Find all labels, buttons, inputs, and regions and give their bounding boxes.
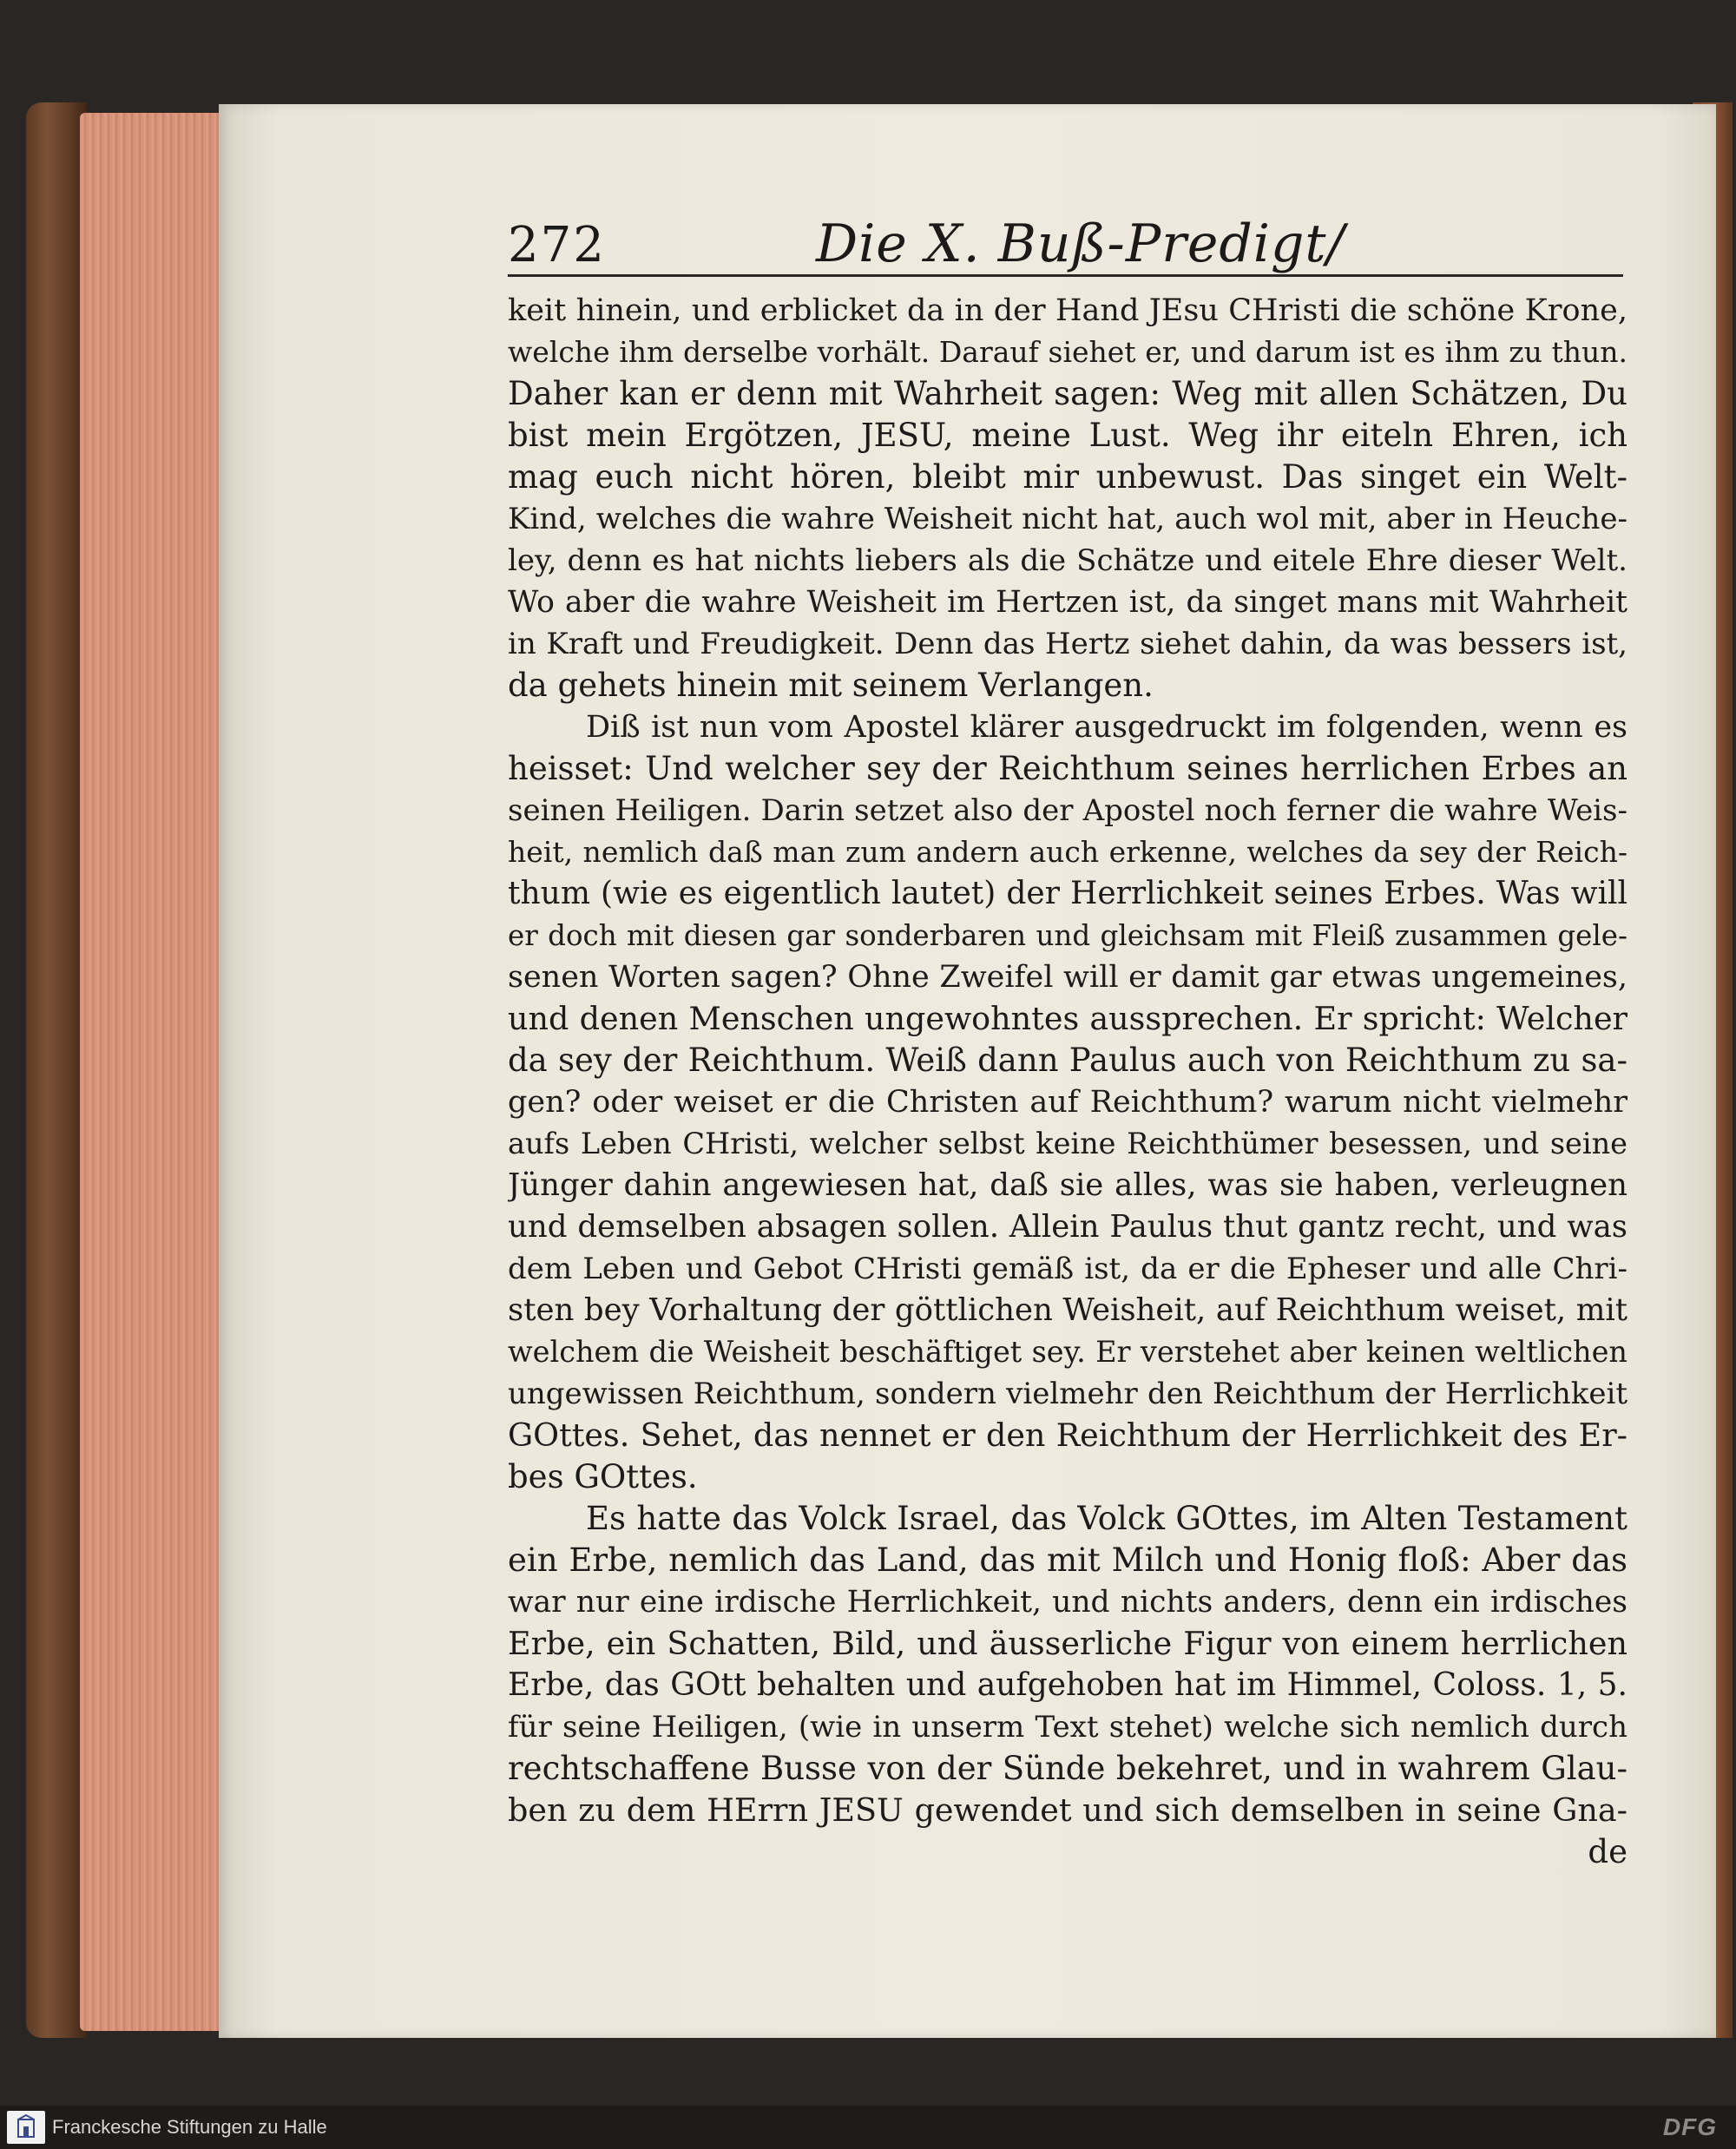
catchword: de xyxy=(1588,1833,1628,1870)
text-line: für seine Heiligen, (wie in unserm Text stehet) welche sich nemlich durch xyxy=(508,1710,1628,1745)
text-line: seinen Heiligen. Darin setzet also der Apostel noch ferner die wahre Weis- xyxy=(508,793,1628,828)
text-line: gen? oder weiset er die Christen auf Reichthum? warum nicht vielmehr xyxy=(508,1085,1628,1120)
text-line: aufs Leben CHristi, welcher selbst keine Reichthümer besessen, und seine xyxy=(508,1127,1628,1160)
text-line: Es hatte das Volck Israel, das Volck GOttes, im Alten Testament xyxy=(586,1500,1628,1537)
text-line: heisset: Und welcher sey der Reichthum seines herrlichen Erbes an xyxy=(508,750,1628,787)
institution-name: Franckesche Stiftungen zu Halle xyxy=(52,2116,327,2138)
text-line: war nur eine irdische Herrlichkeit, und nichts anders, denn ein irdisches xyxy=(508,1585,1628,1620)
institution-logo-icon xyxy=(7,2111,45,2144)
text-line: heit, nemlich daß man zum andern auch erkenne, welches da sey der Reich- xyxy=(508,835,1628,869)
text-line: bist mein Ergötzen, JESU, meine Lust. Weg ihr eiteln Ehren, ich xyxy=(508,417,1628,454)
text-line: ben zu dem HErrn JESU gewendet und sich demselben in seine Gna- xyxy=(508,1791,1628,1829)
dfg-brand: DFG xyxy=(1662,2113,1717,2140)
text-line: und demselben absagen sollen. Allein Paulus thut gantz recht, und was xyxy=(508,1209,1628,1245)
page-edges xyxy=(80,113,219,2031)
text-line: er doch mit diesen gar sonderbaren und gleichsam mit Fleiß zusammen gele- xyxy=(508,919,1628,952)
text-line: thum (wie es eigentlich lautet) der Herrlichkeit seines Erbes. Was will xyxy=(508,876,1628,911)
text-line: bes GOttes. xyxy=(508,1458,698,1495)
text-line: in Kraft und Freudigkeit. Denn das Hertz siehet dahin, da was bessers ist, xyxy=(508,627,1628,661)
text-line: GOttes. Sehet, das nennet er den Reichthum der Herrlichkeit des Er- xyxy=(508,1416,1628,1454)
page-number: 272 xyxy=(508,217,606,273)
text-line: mag euch nicht hören, bleibt mir unbewust. Das singet ein Welt- xyxy=(508,458,1628,496)
page-header xyxy=(508,214,1623,278)
text-line: Erbe, das GOtt behalten und aufgehoben hat im Himmel, Coloss. 1, 5. xyxy=(508,1667,1628,1703)
text-line: und denen Menschen ungewohntes aussprechen. Er spricht: Welcher xyxy=(508,1000,1628,1037)
text-line: ein Erbe, nemlich das Land, das mit Milch und Honig floß: Aber das xyxy=(508,1541,1628,1579)
text-line: keit hinein, und erblicket da in der Hand JEsu CHristi die schöne Krone, xyxy=(508,293,1628,328)
text-line: Erbe, ein Schatten, Bild, und äusserliche Figur von einem herrlichen xyxy=(508,1625,1628,1662)
page-text-body xyxy=(508,290,1628,2095)
text-line: Daher kan er denn mit Wahrheit sagen: Weg mit allen Schätzen, Du xyxy=(508,375,1628,412)
text-line: rechtschaffene Busse von der Sünde bekehret, und in wahrem Glau- xyxy=(508,1750,1628,1787)
text-line: Kind, welches die wahre Weisheit nicht hat, auch wol mit, aber in Heuche- xyxy=(508,502,1628,536)
text-line: welche ihm derselbe vorhält. Darauf siehet er, und darum ist es ihm zu thun. xyxy=(508,335,1628,369)
text-line: dem Leben und Gebot CHristi gemäß ist, da er die Epheser und alle Chri- xyxy=(508,1252,1628,1286)
text-line: da gehets hinein mit seinem Verlangen. xyxy=(508,667,1154,704)
running-title: Die X. Buß-Predigt/ xyxy=(816,214,1345,274)
book-cover-left xyxy=(26,102,87,2038)
text-line: da sey der Reichthum. Weiß dann Paulus auch von Reichthum zu sa- xyxy=(508,1042,1628,1079)
text-line: ley, denn es hat nichts liebers als die Schätze und eitele Ehre dieser Welt. xyxy=(508,543,1628,578)
viewer-footer xyxy=(0,2106,1736,2149)
text-line: ungewissen Reichthum, sondern vielmehr den Reichthum der Herrlichkeit xyxy=(508,1377,1628,1411)
header-rule xyxy=(508,274,1623,277)
text-line: welchem die Weisheit beschäftiget sey. Er verstehet aber keinen weltlichen xyxy=(508,1335,1628,1369)
text-line: Jünger dahin angewiesen hat, daß sie alles, was sie haben, verleugnen xyxy=(508,1167,1628,1203)
text-line: senen Worten sagen? Ohne Zweifel will er damit gar etwas ungemeines, xyxy=(508,960,1628,995)
text-line: Diß ist nun vom Apostel klärer ausgedruckt im folgenden, wenn es xyxy=(586,710,1628,745)
text-line: Wo aber die wahre Weisheit im Hertzen ist, da singet mans mit Wahrheit xyxy=(508,585,1628,620)
text-line: sten bey Vorhaltung der göttlichen Weisheit, auf Reichthum weiset, mit xyxy=(508,1292,1628,1328)
